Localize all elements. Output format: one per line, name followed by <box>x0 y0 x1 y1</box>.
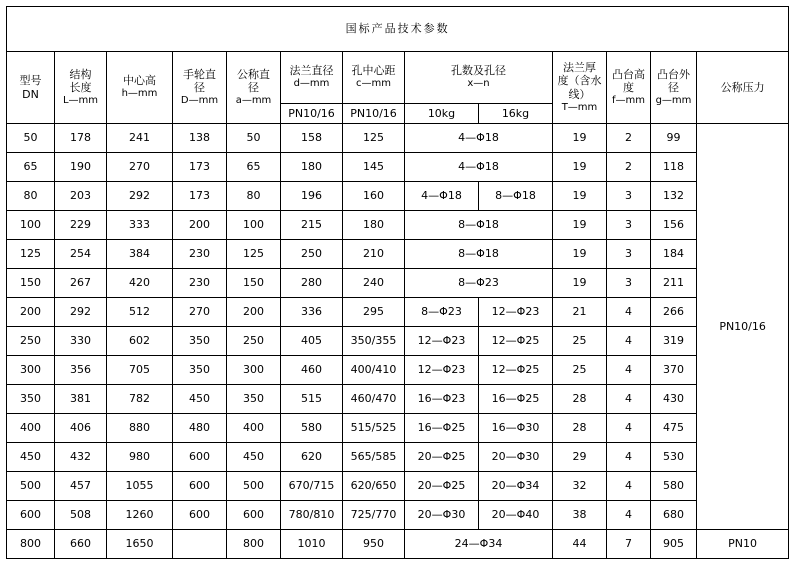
cell-boss-outer-diameter: 118 <box>651 153 697 182</box>
cell-boss-height: 4 <box>607 443 651 472</box>
cell-nominal-diameter: 200 <box>227 298 281 327</box>
cell-nominal-diameter: 600 <box>227 501 281 530</box>
header-boss-height-line2: 度 <box>623 81 634 95</box>
cell-center-height: 384 <box>107 240 173 269</box>
cell-boss-height: 4 <box>607 356 651 385</box>
cell-handwheel-diameter <box>173 530 227 559</box>
cell-hole-center-distance: 180 <box>343 211 405 240</box>
header-nominal-diameter-line1: 公称直 <box>237 67 270 81</box>
cell-hole-center-distance: 210 <box>343 240 405 269</box>
cell-holes-10kg: 12—Φ23 <box>405 327 479 356</box>
header-holes-sub-16kg: 16kg <box>479 104 553 124</box>
cell-model: 50 <box>7 124 55 153</box>
cell-flange-thickness: 28 <box>553 385 607 414</box>
table-row <box>7 240 789 269</box>
header-flange-diameter-unit: d—mm <box>293 78 330 90</box>
header-hole-center-distance <box>343 52 405 104</box>
cell-flange-diameter: 336 <box>281 298 343 327</box>
header-handwheel-diameter-unit: D—mm <box>180 95 219 106</box>
cell-nominal-diameter: 50 <box>227 124 281 153</box>
cell-holes-10kg: 16—Φ25 <box>405 414 479 443</box>
cell-flange-thickness: 19 <box>553 269 607 298</box>
cell-handwheel-diameter: 350 <box>173 356 227 385</box>
table-row <box>7 298 789 327</box>
cell-holes-combined: 4—Φ18 <box>405 153 553 182</box>
cell-handwheel-diameter: 230 <box>173 240 227 269</box>
cell-handwheel-diameter: 173 <box>173 153 227 182</box>
title-row <box>7 7 789 52</box>
cell-handwheel-diameter: 600 <box>173 501 227 530</box>
header-boss-height-unit: f—mm <box>611 95 645 106</box>
header-hole-center-distance-unit: c—mm <box>356 78 391 90</box>
cell-structure-length: 457 <box>55 472 107 501</box>
cell-structure-length: 406 <box>55 414 107 443</box>
cell-hole-center-distance: 240 <box>343 269 405 298</box>
cell-flange-thickness: 29 <box>553 443 607 472</box>
cell-handwheel-diameter: 350 <box>173 327 227 356</box>
cell-center-height: 512 <box>107 298 173 327</box>
table-row <box>7 356 789 385</box>
cell-nominal-diameter: 300 <box>227 356 281 385</box>
cell-center-height: 1260 <box>107 501 173 530</box>
cell-center-height: 292 <box>107 182 173 211</box>
header-center-height <box>107 52 173 124</box>
cell-boss-height: 3 <box>607 269 651 298</box>
header-boss-outer-diameter-line1: 凸台外 <box>657 67 690 81</box>
cell-flange-diameter: 158 <box>281 124 343 153</box>
header-handwheel-diameter <box>173 52 227 124</box>
cell-boss-outer-diameter: 580 <box>651 472 697 501</box>
cell-handwheel-diameter: 480 <box>173 414 227 443</box>
cell-structure-length: 381 <box>55 385 107 414</box>
table-row <box>7 472 789 501</box>
cell-center-height: 333 <box>107 211 173 240</box>
cell-flange-diameter: 1010 <box>281 530 343 559</box>
cell-boss-outer-diameter: 430 <box>651 385 697 414</box>
table-row <box>7 269 789 298</box>
cell-nominal-diameter: 80 <box>227 182 281 211</box>
cell-holes-16kg: 20—Φ40 <box>479 501 553 530</box>
table-row <box>7 182 789 211</box>
cell-structure-length: 330 <box>55 327 107 356</box>
cell-boss-height: 3 <box>607 240 651 269</box>
cell-nominal-diameter: 65 <box>227 153 281 182</box>
cell-structure-length: 178 <box>55 124 107 153</box>
cell-boss-height: 3 <box>607 182 651 211</box>
header-nominal-pressure: 公称压力 <box>697 52 789 124</box>
cell-model: 80 <box>7 182 55 211</box>
cell-holes-16kg: 12—Φ25 <box>479 327 553 356</box>
cell-holes-16kg: 20—Φ30 <box>479 443 553 472</box>
table-row <box>7 385 789 414</box>
header-flange-diameter-line1: 法兰直径 <box>289 64 334 78</box>
cell-boss-height: 4 <box>607 472 651 501</box>
header-hole-center-distance-line1: 孔中心距 <box>351 64 396 78</box>
cell-boss-outer-diameter: 319 <box>651 327 697 356</box>
cell-holes-16kg: 12—Φ25 <box>479 356 553 385</box>
header-handwheel-diameter-line2: 径 <box>194 81 205 95</box>
cell-holes-10kg: 20—Φ30 <box>405 501 479 530</box>
header-center-height-line1: 中心高 <box>123 74 156 88</box>
cell-boss-outer-diameter: 370 <box>651 356 697 385</box>
table-row <box>7 501 789 530</box>
cell-hole-center-distance: 725/770 <box>343 501 405 530</box>
header-nominal-diameter-line2: 径 <box>248 81 259 95</box>
cell-center-height: 241 <box>107 124 173 153</box>
header-structure-length <box>55 52 107 124</box>
header-flange-thickness-unit: T—mm <box>561 101 598 113</box>
cell-center-height: 1650 <box>107 530 173 559</box>
cell-boss-height: 4 <box>607 385 651 414</box>
technical-parameters-table <box>6 6 789 559</box>
cell-nominal-diameter: 400 <box>227 414 281 443</box>
header-flange-diameter-sub: PN10/16 <box>281 104 343 124</box>
cell-holes-10kg: 20—Φ25 <box>405 472 479 501</box>
header-flange-diameter <box>281 52 343 104</box>
cell-hole-center-distance: 400/410 <box>343 356 405 385</box>
header-row-1 <box>7 52 789 78</box>
cell-holes-16kg: 16—Φ30 <box>479 414 553 443</box>
cell-model: 125 <box>7 240 55 269</box>
cell-model: 350 <box>7 385 55 414</box>
header-boss-height-line1: 凸台高 <box>612 67 645 81</box>
cell-hole-center-distance: 565/585 <box>343 443 405 472</box>
cell-flange-diameter: 280 <box>281 269 343 298</box>
header-structure-length-unit: L—mm <box>62 95 99 106</box>
cell-nominal-diameter: 800 <box>227 530 281 559</box>
cell-model: 400 <box>7 414 55 443</box>
header-model-line1: 型号 <box>19 73 42 87</box>
cell-holes-combined: 24—Φ34 <box>405 530 553 559</box>
cell-center-height: 880 <box>107 414 173 443</box>
cell-holes-combined: 8—Φ18 <box>405 211 553 240</box>
cell-flange-thickness: 21 <box>553 298 607 327</box>
cell-hole-center-distance: 460/470 <box>343 385 405 414</box>
cell-holes-16kg: 16—Φ25 <box>479 385 553 414</box>
cell-hole-center-distance: 125 <box>343 124 405 153</box>
cell-flange-diameter: 515 <box>281 385 343 414</box>
header-flange-thickness-line2: 度（含水 <box>557 74 602 88</box>
cell-model: 500 <box>7 472 55 501</box>
cell-handwheel-diameter: 600 <box>173 472 227 501</box>
header-nominal-diameter <box>227 52 281 124</box>
cell-handwheel-diameter: 450 <box>173 385 227 414</box>
header-structure-length-line1: 结构 <box>69 67 92 81</box>
cell-flange-diameter: 780/810 <box>281 501 343 530</box>
cell-nominal-pressure: PN10 <box>697 530 789 559</box>
header-boss-height <box>607 52 651 124</box>
header-holes-unit: x—n <box>467 78 490 90</box>
cell-boss-height: 4 <box>607 327 651 356</box>
cell-model: 250 <box>7 327 55 356</box>
cell-handwheel-diameter: 138 <box>173 124 227 153</box>
cell-structure-length: 356 <box>55 356 107 385</box>
header-model <box>7 52 55 124</box>
cell-holes-16kg: 20—Φ34 <box>479 472 553 501</box>
cell-nominal-diameter: 150 <box>227 269 281 298</box>
page-title: 国标产品技术参数 <box>7 7 789 52</box>
cell-holes-10kg: 8—Φ23 <box>405 298 479 327</box>
cell-hole-center-distance: 515/525 <box>343 414 405 443</box>
cell-handwheel-diameter: 600 <box>173 443 227 472</box>
cell-flange-diameter: 620 <box>281 443 343 472</box>
header-center-height-unit: h—mm <box>121 88 158 100</box>
header-flange-thickness <box>553 52 607 124</box>
header-model-line2: DN <box>22 87 39 101</box>
cell-flange-diameter: 405 <box>281 327 343 356</box>
cell-nominal-diameter: 250 <box>227 327 281 356</box>
cell-flange-thickness: 28 <box>553 414 607 443</box>
cell-holes-10kg: 12—Φ23 <box>405 356 479 385</box>
cell-holes-16kg: 8—Φ18 <box>479 182 553 211</box>
cell-model: 600 <box>7 501 55 530</box>
cell-hole-center-distance: 295 <box>343 298 405 327</box>
cell-boss-outer-diameter: 132 <box>651 182 697 211</box>
cell-boss-outer-diameter: 680 <box>651 501 697 530</box>
cell-boss-height: 4 <box>607 501 651 530</box>
cell-boss-outer-diameter: 211 <box>651 269 697 298</box>
cell-hole-center-distance: 950 <box>343 530 405 559</box>
cell-flange-thickness: 19 <box>553 182 607 211</box>
cell-model: 200 <box>7 298 55 327</box>
cell-hole-center-distance: 160 <box>343 182 405 211</box>
cell-holes-10kg: 20—Φ25 <box>405 443 479 472</box>
header-hole-center-distance-sub: PN10/16 <box>343 104 405 124</box>
cell-model: 300 <box>7 356 55 385</box>
cell-hole-center-distance: 145 <box>343 153 405 182</box>
cell-center-height: 782 <box>107 385 173 414</box>
header-nominal-diameter-unit: a—mm <box>235 95 272 106</box>
cell-flange-thickness: 19 <box>553 153 607 182</box>
cell-handwheel-diameter: 230 <box>173 269 227 298</box>
cell-boss-height: 7 <box>607 530 651 559</box>
cell-handwheel-diameter: 173 <box>173 182 227 211</box>
cell-flange-thickness: 19 <box>553 124 607 153</box>
header-boss-outer-diameter-unit: g—mm <box>655 95 692 106</box>
table-row <box>7 153 789 182</box>
spec-sheet <box>0 6 792 566</box>
cell-structure-length: 660 <box>55 530 107 559</box>
cell-center-height: 602 <box>107 327 173 356</box>
header-handwheel-diameter-line1: 手轮直 <box>183 67 216 81</box>
cell-handwheel-diameter: 200 <box>173 211 227 240</box>
cell-flange-thickness: 25 <box>553 356 607 385</box>
cell-structure-length: 508 <box>55 501 107 530</box>
table-row <box>7 443 789 472</box>
cell-boss-outer-diameter: 266 <box>651 298 697 327</box>
cell-structure-length: 229 <box>55 211 107 240</box>
cell-model: 100 <box>7 211 55 240</box>
cell-center-height: 270 <box>107 153 173 182</box>
cell-model: 65 <box>7 153 55 182</box>
cell-hole-center-distance: 350/355 <box>343 327 405 356</box>
cell-structure-length: 254 <box>55 240 107 269</box>
cell-flange-diameter: 670/715 <box>281 472 343 501</box>
header-holes-line1: 孔数及孔径 <box>451 64 506 78</box>
table-body <box>7 124 789 559</box>
cell-holes-10kg: 16—Φ23 <box>405 385 479 414</box>
cell-holes-10kg: 4—Φ18 <box>405 182 479 211</box>
cell-flange-thickness: 38 <box>553 501 607 530</box>
header-holes-sub-10kg: 10kg <box>405 104 479 124</box>
cell-flange-diameter: 180 <box>281 153 343 182</box>
cell-nominal-diameter: 450 <box>227 443 281 472</box>
cell-flange-thickness: 19 <box>553 240 607 269</box>
cell-center-height: 980 <box>107 443 173 472</box>
cell-flange-thickness: 19 <box>553 211 607 240</box>
cell-flange-thickness: 25 <box>553 327 607 356</box>
table-row <box>7 327 789 356</box>
table-row <box>7 211 789 240</box>
cell-nominal-diameter: 500 <box>227 472 281 501</box>
cell-holes-combined: 8—Φ18 <box>405 240 553 269</box>
cell-boss-outer-diameter: 184 <box>651 240 697 269</box>
cell-structure-length: 292 <box>55 298 107 327</box>
table-row <box>7 124 789 153</box>
cell-flange-thickness: 32 <box>553 472 607 501</box>
cell-holes-combined: 8—Φ23 <box>405 269 553 298</box>
cell-hole-center-distance: 620/650 <box>343 472 405 501</box>
cell-flange-thickness: 44 <box>553 530 607 559</box>
cell-holes-16kg: 12—Φ23 <box>479 298 553 327</box>
table-row <box>7 530 789 559</box>
header-holes-and-diameter <box>405 52 553 104</box>
cell-structure-length: 203 <box>55 182 107 211</box>
cell-boss-outer-diameter: 99 <box>651 124 697 153</box>
cell-structure-length: 190 <box>55 153 107 182</box>
cell-boss-height: 3 <box>607 211 651 240</box>
header-structure-length-line2: 长度 <box>69 81 92 95</box>
header-flange-thickness-line1: 法兰厚 <box>563 60 596 74</box>
cell-structure-length: 432 <box>55 443 107 472</box>
cell-boss-outer-diameter: 905 <box>651 530 697 559</box>
header-boss-outer-diameter-line2: 径 <box>668 81 679 95</box>
header-flange-thickness-line3: 线） <box>568 88 591 102</box>
cell-center-height: 1055 <box>107 472 173 501</box>
cell-structure-length: 267 <box>55 269 107 298</box>
cell-flange-diameter: 460 <box>281 356 343 385</box>
cell-boss-height: 2 <box>607 124 651 153</box>
cell-model: 150 <box>7 269 55 298</box>
cell-boss-height: 2 <box>607 153 651 182</box>
cell-boss-outer-diameter: 156 <box>651 211 697 240</box>
cell-nominal-diameter: 100 <box>227 211 281 240</box>
cell-nominal-diameter: 350 <box>227 385 281 414</box>
cell-flange-diameter: 215 <box>281 211 343 240</box>
cell-flange-diameter: 250 <box>281 240 343 269</box>
header-boss-outer-diameter <box>651 52 697 124</box>
cell-boss-height: 4 <box>607 414 651 443</box>
cell-boss-height: 4 <box>607 298 651 327</box>
cell-nominal-diameter: 125 <box>227 240 281 269</box>
cell-flange-diameter: 580 <box>281 414 343 443</box>
cell-model: 450 <box>7 443 55 472</box>
table-row <box>7 414 789 443</box>
cell-nominal-pressure: PN10/16 <box>697 124 789 530</box>
cell-handwheel-diameter: 270 <box>173 298 227 327</box>
cell-boss-outer-diameter: 530 <box>651 443 697 472</box>
cell-center-height: 420 <box>107 269 173 298</box>
cell-center-height: 705 <box>107 356 173 385</box>
cell-flange-diameter: 196 <box>281 182 343 211</box>
cell-model: 800 <box>7 530 55 559</box>
cell-boss-outer-diameter: 475 <box>651 414 697 443</box>
cell-holes-combined: 4—Φ18 <box>405 124 553 153</box>
